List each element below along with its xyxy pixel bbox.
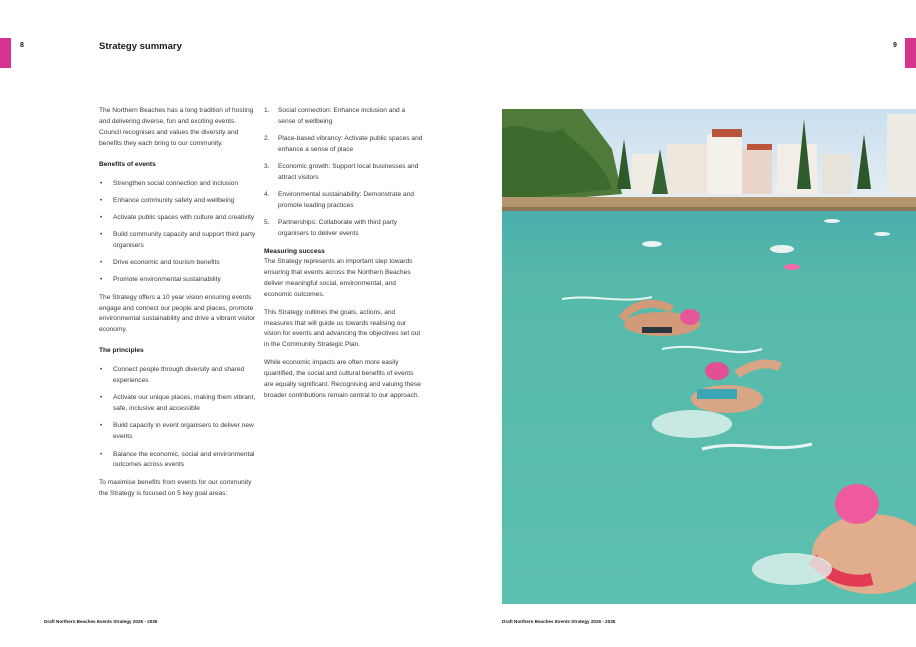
list-item: 4. Environmental sustainability: Demonstrate and promote leading practices — [264, 191, 414, 210]
bullet-icon: • — [100, 366, 103, 374]
bullet-icon: • — [100, 394, 103, 402]
list-item: • Strengthen social connection and inclusion — [99, 179, 257, 190]
list-item: 2. Place-based vibrancy: Activate public spaces and enhance a sense of place — [264, 135, 423, 154]
benefits-list — [99, 179, 257, 287]
list-number: 1. — [264, 107, 270, 114]
bullet-icon: • — [100, 259, 103, 267]
list-number: 3. — [264, 163, 270, 171]
list-number: 5. — [264, 219, 270, 227]
principles-list — [99, 365, 257, 471]
footer-left: Draft Northern Beaches Events Strategy 2026 - 2035 — [44, 619, 158, 624]
page-number-left: 8 — [20, 42, 24, 49]
list-number: 2. — [264, 135, 270, 143]
left-column — [99, 106, 257, 506]
bullet-icon: • — [100, 422, 103, 430]
principles-heading: The principles — [99, 347, 144, 355]
bullet-icon: • — [100, 231, 103, 239]
list-item: • Connect people through diversity and shared experiences — [100, 366, 245, 385]
measuring-paragraph: The Strategy represents an important step towards ensuring that events across the Northern Beaches deliver meaningful social, environmental, and economic outcomes. — [264, 258, 413, 299]
measuring-paragraph: While economic impacts are often more easily quantified, the social and cultural benefits of events are equally significant. Recognising and valuing these broader contributions remain central to our approach. — [264, 358, 421, 399]
goals-list — [264, 106, 424, 240]
list-item: 5. Partnerships: Collaborate with third party organisers to deliver events — [264, 219, 398, 238]
page-tab-right — [905, 38, 916, 68]
list-item: • Balance the economic, social and environmental outcomes across events — [100, 450, 255, 469]
list-item: 1. Social connection: Enhance inclusion and a sense of wellbeing — [264, 107, 406, 125]
measuring-paragraph: This Strategy outlines the goals, actions, and measures that will guide us towards realising our vision for events and advancing the objectives set out in the Community Strategic Plan. — [264, 308, 421, 349]
list-item: 3. Economic growth: Support local businesses and attract visitors — [264, 163, 419, 182]
list-number: 4. — [264, 191, 270, 199]
measuring-heading: Measuring success — [264, 247, 325, 255]
list-item: • Drive economic and tourism benefits — [99, 258, 257, 269]
list-item: • Promote environmental sustainability — [99, 275, 257, 286]
bullet-icon: • — [100, 196, 103, 204]
page-tab-left — [0, 38, 11, 68]
intro-paragraph: The Northern Beaches has a long tradition of hosting and delivering diverse, fun and exciting events. Council recognises and values the diversity and benefits they each bring to our community. — [99, 107, 254, 147]
swimmers-photo — [502, 109, 916, 604]
list-item: • Activate public spaces with culture and creativity — [99, 213, 257, 224]
list-item: • Enhance community safety and wellbeing — [99, 196, 257, 207]
list-item: • Build community capacity and support third party organisers — [100, 231, 256, 250]
page-title: Strategy summary — [99, 41, 182, 52]
vision-paragraph: The Strategy offers a 10 year vision ensuring events engage and connect our people and places, promote environmental sustainability and drive a vibrant visitor economy. — [99, 293, 256, 334]
list-item: • Activate our unique places, making them vibrant, safe, inclusive and accessible — [100, 394, 256, 413]
list-item: • Build capacity in event organisers to deliver new events — [100, 422, 254, 441]
bullet-icon: • — [100, 179, 103, 187]
middle-column — [264, 106, 424, 408]
footer-right: Draft Northern Beaches Events Strategy 2026 - 2035 — [502, 619, 616, 624]
bullet-icon: • — [100, 450, 103, 458]
goals-intro-paragraph: To maximise benefits from events for our community the Strategy is focused on 5 key goal areas: — [99, 478, 252, 497]
page-number-right: 9 — [893, 42, 897, 49]
bullet-icon: • — [100, 276, 103, 284]
benefits-heading: Benefits of events — [99, 160, 156, 168]
bullet-icon: • — [100, 213, 103, 221]
